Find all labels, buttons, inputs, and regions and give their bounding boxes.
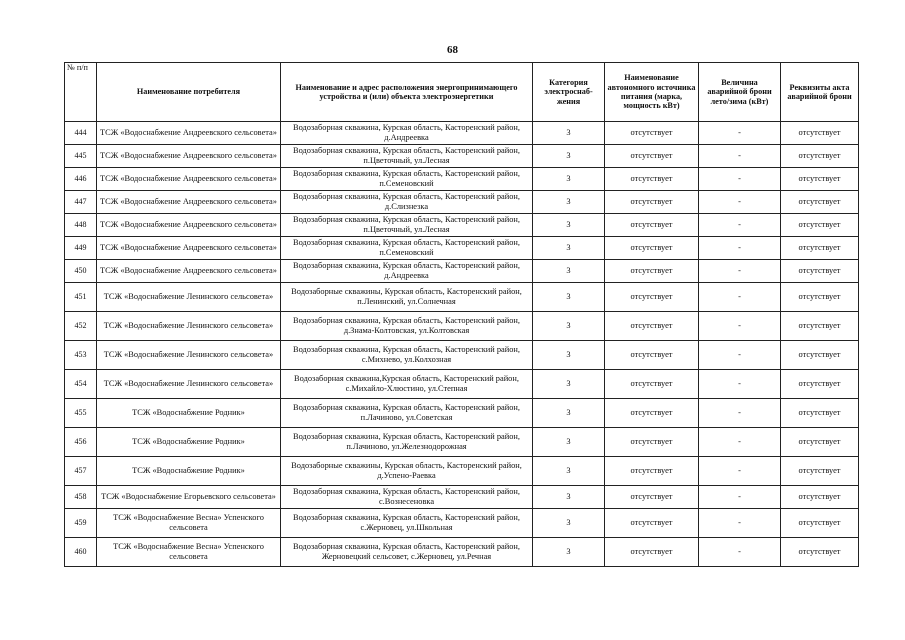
row-number: 456 xyxy=(65,428,97,457)
consumer-name: ТСЖ «Водоснабжение Егорьевского сельсовета» xyxy=(97,486,281,509)
consumer-name: ТСЖ «Водоснабжение Весна» Успенского сельсовета xyxy=(97,538,281,567)
consumer-name: ТСЖ «Водоснабжение Андреевского сельсовета» xyxy=(97,145,281,168)
header-consumer: Наименование потребителя xyxy=(97,63,281,122)
object-address: Водозаборная скважина, Курская область, Касторенский район, п.Лачиново, ул.Железнодорожная xyxy=(281,428,533,457)
row-number: 445 xyxy=(65,145,97,168)
act-details: отсутствует xyxy=(781,509,859,538)
autonomous-source: отсутствует xyxy=(605,428,699,457)
header-category: Категория электроснаб-жения xyxy=(533,63,605,122)
act-details: отсутствует xyxy=(781,486,859,509)
consumer-name: ТСЖ «Водоснабжение Весна» Успенского сельсовета xyxy=(97,509,281,538)
table-row xyxy=(65,214,859,237)
row-number: 459 xyxy=(65,509,97,538)
object-address: Водозаборная скважина, Курская область, Касторенский район, п.Семеновский xyxy=(281,237,533,260)
autonomous-source: отсутствует xyxy=(605,312,699,341)
supply-category: 3 xyxy=(533,341,605,370)
consumer-name: ТСЖ «Водоснабжение Ленинского сельсовета» xyxy=(97,283,281,312)
supply-category: 3 xyxy=(533,191,605,214)
reserve-value: - xyxy=(699,122,781,145)
consumer-name: ТСЖ «Водоснабжение Андреевского сельсовета» xyxy=(97,237,281,260)
act-details: отсутствует xyxy=(781,341,859,370)
object-address: Водозаборная скважина, Курская область, Касторенский район, п.Семеновский xyxy=(281,168,533,191)
object-address: Водозаборные скважины, Курская область, Касторенский район, д.Успено-Раевка xyxy=(281,457,533,486)
table-row xyxy=(65,260,859,283)
table-row xyxy=(65,122,859,145)
row-number: 458 xyxy=(65,486,97,509)
supply-category: 3 xyxy=(533,486,605,509)
supply-category: 3 xyxy=(533,214,605,237)
act-details: отсутствует xyxy=(781,428,859,457)
table-row xyxy=(65,399,859,428)
supply-category: 3 xyxy=(533,312,605,341)
row-number: 457 xyxy=(65,457,97,486)
table-row xyxy=(65,312,859,341)
object-address: Водозаборная скважина, Курская область, Касторенский район, п.Цветочный, ул.Лесная xyxy=(281,214,533,237)
row-number: 460 xyxy=(65,538,97,567)
consumer-name: ТСЖ «Водоснабжение Андреевского сельсовета» xyxy=(97,122,281,145)
object-address: Водозаборные скважины, Курская область, Касторенский район, п.Ленинский, ул.Солнечная xyxy=(281,283,533,312)
supply-category: 3 xyxy=(533,370,605,399)
table-body xyxy=(65,122,859,567)
header-act: Реквизиты акта аварийной брони xyxy=(781,63,859,122)
supply-category: 3 xyxy=(533,168,605,191)
autonomous-source: отсутствует xyxy=(605,283,699,312)
reserve-value: - xyxy=(699,283,781,312)
table-row xyxy=(65,486,859,509)
act-details: отсутствует xyxy=(781,191,859,214)
header-source: Наименование автономного источника питания (марка, мощность кВт) xyxy=(605,63,699,122)
row-number: 449 xyxy=(65,237,97,260)
table-row xyxy=(65,237,859,260)
object-address: Водозаборная скважина, Курская область, Касторенский район, п.Цветочный, ул.Лесная xyxy=(281,145,533,168)
row-number: 454 xyxy=(65,370,97,399)
supply-category: 3 xyxy=(533,237,605,260)
autonomous-source: отсутствует xyxy=(605,341,699,370)
autonomous-source: отсутствует xyxy=(605,122,699,145)
act-details: отсутствует xyxy=(781,145,859,168)
row-number: 453 xyxy=(65,341,97,370)
autonomous-source: отсутствует xyxy=(605,214,699,237)
reserve-value: - xyxy=(699,237,781,260)
consumer-name: ТСЖ «Водоснабжение Андреевского сельсовета» xyxy=(97,214,281,237)
row-number: 451 xyxy=(65,283,97,312)
object-address: Водозаборная скважина, Курская область, Касторенский район, Жерновецкий сельсовет, с.Жерновец, ул.Речная xyxy=(281,538,533,567)
object-address: Водозаборная скважина, Курская область, Касторенский район, д.Слизнезка xyxy=(281,191,533,214)
object-address: Водозаборная скважина, Курская область, Касторенский район, п.Лачиново, ул.Советская xyxy=(281,399,533,428)
object-address: Водозаборная скважина, Курская область, Касторенский район, с.Жерновец, ул.Школьная xyxy=(281,509,533,538)
table-row xyxy=(65,428,859,457)
act-details: отсутствует xyxy=(781,260,859,283)
reserve-value: - xyxy=(699,428,781,457)
supply-category: 3 xyxy=(533,509,605,538)
table-row xyxy=(65,191,859,214)
supply-category: 3 xyxy=(533,538,605,567)
table-row xyxy=(65,370,859,399)
reserve-value: - xyxy=(699,457,781,486)
reserve-table xyxy=(64,62,859,567)
row-number: 450 xyxy=(65,260,97,283)
consumer-name: ТСЖ «Водоснабжение Родник» xyxy=(97,399,281,428)
consumer-name: ТСЖ «Водоснабжение Андреевского сельсовета» xyxy=(97,260,281,283)
act-details: отсутствует xyxy=(781,237,859,260)
reserve-value: - xyxy=(699,312,781,341)
table-row xyxy=(65,145,859,168)
consumer-name: ТСЖ «Водоснабжение Андреевского сельсовета» xyxy=(97,191,281,214)
supply-category: 3 xyxy=(533,122,605,145)
reserve-value: - xyxy=(699,538,781,567)
table-row xyxy=(65,341,859,370)
consumer-name: ТСЖ «Водоснабжение Родник» xyxy=(97,457,281,486)
consumer-name: ТСЖ «Водоснабжение Андреевского сельсовета» xyxy=(97,168,281,191)
row-number: 447 xyxy=(65,191,97,214)
act-details: отсутствует xyxy=(781,312,859,341)
header-object: Наименование и адрес расположения энергопринимающего устройства и (или) объекта электроэнергетики xyxy=(281,63,533,122)
autonomous-source: отсутствует xyxy=(605,370,699,399)
reserve-value: - xyxy=(699,168,781,191)
object-address: Водозаборная скважина, Курская область, Касторенский район, с.Вознесеновка xyxy=(281,486,533,509)
reserve-value: - xyxy=(699,370,781,399)
row-number: 446 xyxy=(65,168,97,191)
act-details: отсутствует xyxy=(781,399,859,428)
object-address: Водозаборная скважина, Курская область, Касторенский район, д.Андреевка xyxy=(281,122,533,145)
reserve-value: - xyxy=(699,509,781,538)
object-address: Водозаборная скважина, Курская область, Касторенский район, д.Андреевка xyxy=(281,260,533,283)
reserve-value: - xyxy=(699,341,781,370)
autonomous-source: отсутствует xyxy=(605,509,699,538)
table-row xyxy=(65,283,859,312)
consumer-name: ТСЖ «Водоснабжение Ленинского сельсовета» xyxy=(97,341,281,370)
consumer-name: ТСЖ «Водоснабжение Родник» xyxy=(97,428,281,457)
header-num: № п/п xyxy=(65,63,97,122)
autonomous-source: отсутствует xyxy=(605,486,699,509)
supply-category: 3 xyxy=(533,457,605,486)
act-details: отсутствует xyxy=(781,457,859,486)
row-number: 452 xyxy=(65,312,97,341)
supply-category: 3 xyxy=(533,428,605,457)
row-number: 455 xyxy=(65,399,97,428)
row-number: 448 xyxy=(65,214,97,237)
reserve-value: - xyxy=(699,214,781,237)
table-row xyxy=(65,538,859,567)
reserve-value: - xyxy=(699,486,781,509)
table-header-row xyxy=(65,63,859,122)
autonomous-source: отсутствует xyxy=(605,260,699,283)
autonomous-source: отсутствует xyxy=(605,237,699,260)
reserve-value: - xyxy=(699,145,781,168)
autonomous-source: отсутствует xyxy=(605,457,699,486)
act-details: отсутствует xyxy=(781,122,859,145)
object-address: Водозаборная скважина, Курская область, Касторенский район, с.Михнево, ул.Колхозная xyxy=(281,341,533,370)
page-number: 68 xyxy=(447,44,458,56)
act-details: отсутствует xyxy=(781,370,859,399)
reserve-value: - xyxy=(699,191,781,214)
supply-category: 3 xyxy=(533,283,605,312)
autonomous-source: отсутствует xyxy=(605,168,699,191)
object-address: Водозаборная скважина, Курская область, Касторенский район, д.Знама-Колтовская, ул.Колтовская xyxy=(281,312,533,341)
autonomous-source: отсутствует xyxy=(605,538,699,567)
consumer-name: ТСЖ «Водоснабжение Ленинского сельсовета» xyxy=(97,312,281,341)
supply-category: 3 xyxy=(533,399,605,428)
supply-category: 3 xyxy=(533,260,605,283)
reserve-value: - xyxy=(699,260,781,283)
supply-category: 3 xyxy=(533,145,605,168)
object-address: Водозаборная скважина,Курская область, Касторенский район, с.Михайло-Хлюстино, ул.Степная xyxy=(281,370,533,399)
act-details: отсутствует xyxy=(781,214,859,237)
act-details: отсутствует xyxy=(781,168,859,191)
table-row xyxy=(65,457,859,486)
autonomous-source: отсутствует xyxy=(605,145,699,168)
header-value: Величина аварийной брони лето/зима (кВт) xyxy=(699,63,781,122)
act-details: отсутствует xyxy=(781,538,859,567)
reserve-value: - xyxy=(699,399,781,428)
row-number: 444 xyxy=(65,122,97,145)
autonomous-source: отсутствует xyxy=(605,191,699,214)
act-details: отсутствует xyxy=(781,283,859,312)
table-row xyxy=(65,509,859,538)
autonomous-source: отсутствует xyxy=(605,399,699,428)
table-row xyxy=(65,168,859,191)
consumer-name: ТСЖ «Водоснабжение Ленинского сельсовета» xyxy=(97,370,281,399)
